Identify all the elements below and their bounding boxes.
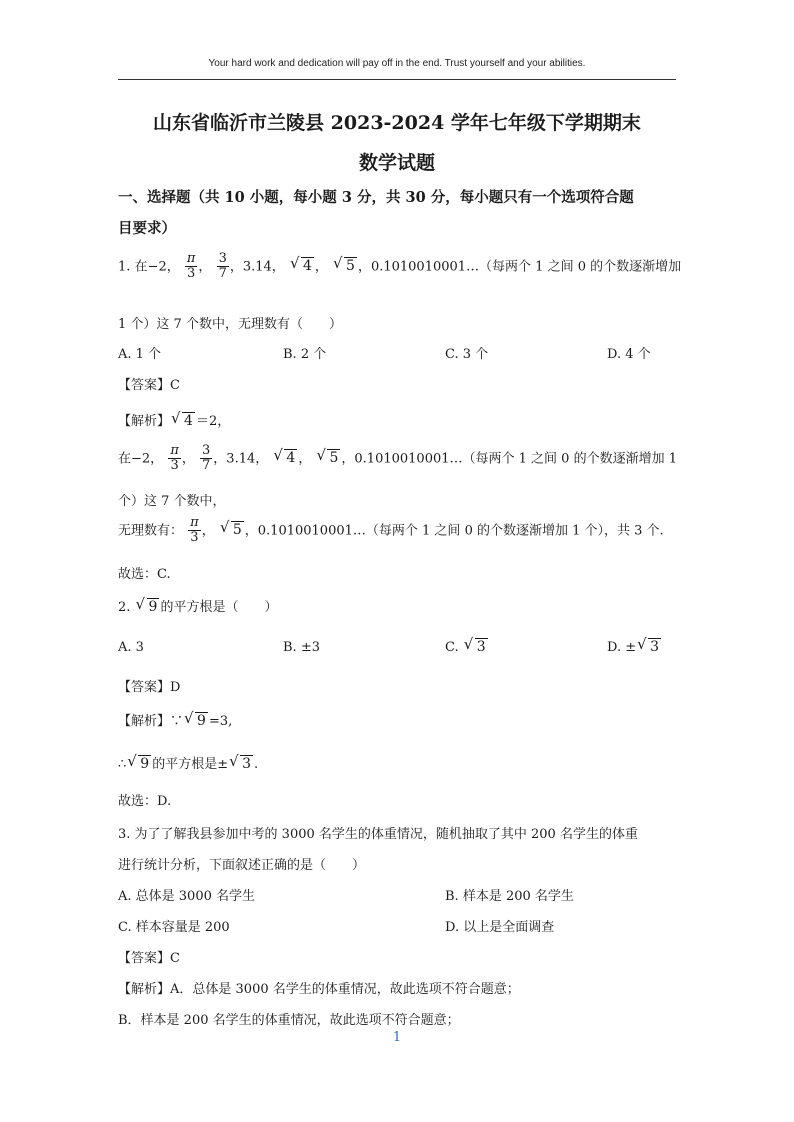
section-heading-line2: 目要求）: [118, 220, 176, 237]
sqrt-4: √ 4: [289, 254, 312, 275]
three-sevenths-fraction: $\frac{3}{7}$: [202, 443, 211, 474]
q3-analysis-a: 【解析】A．总体是 3000 名学生的体重情况，故此选项不符合题意；: [118, 982, 520, 997]
q2-option-d: D. ± √ 3: [607, 635, 660, 655]
q3-analysis-b: B．样本是 200 名学生的体重情况，故此选项不符合题意；: [118, 1013, 460, 1028]
sqrt-5: √ 5: [316, 446, 339, 467]
q1-option-b: B. 2 个: [283, 347, 327, 362]
q3-option-d: D. 以上是全面调查: [445, 920, 555, 935]
q1-analysis-line4: 无理数有： $\frac{\pi}{3}$ ， √ 5 ，0.1010010001…（每两个 1 之间 0 的个数逐渐增加 1 个），共 3 个.: [118, 515, 664, 546]
q2-stem: 2. √ 9 的平方根是（ ）: [118, 595, 278, 615]
sqrt-3: √ 3: [637, 635, 660, 655]
sqrt-4: √ 4: [273, 446, 296, 467]
q1-prefix: 1. 在: [118, 259, 148, 275]
q3-option-b: B. 样本是 200 名学生: [445, 889, 574, 904]
sqrt-5: √ 5: [333, 254, 355, 275]
q1-option-c: C. 3 个: [445, 347, 489, 362]
q1-analysis-line1: 【解析】 √ 4 ＝2，: [118, 409, 231, 429]
sqrt-9: √ 9: [127, 752, 150, 772]
q2-option-a: A. 3: [118, 640, 144, 655]
sqrt-3: √ 3: [229, 752, 252, 772]
q3-answer: 【答案】C: [118, 951, 180, 966]
sqrt-3: √ 3: [463, 635, 486, 655]
q2-answer: 【答案】D: [118, 680, 181, 695]
q3-option-a: A. 总体是 3000 名学生: [118, 889, 256, 904]
sqrt-5: √ 5: [219, 518, 242, 539]
q1-conclusion: 故选：C.: [118, 567, 171, 582]
sqrt-9: √ 9: [135, 595, 158, 615]
q2-conclusion: 故选：D.: [118, 794, 172, 809]
q1-analysis-line2: 在−2， $\frac{\pi}{3}$ ， $\frac{3}{7}$ ，3.14， √ 4 ， √ 5 ，0.1010010001…（每两个 1 之间 0 的个数逐渐增加 1: [118, 443, 677, 474]
q2-analysis-line2: ∴ √ 9 的平方根是± √ 3 .: [118, 752, 259, 772]
pi-over-3-fraction: $\frac{\pi}{3}$: [190, 515, 199, 546]
q3-stem-line2: 进行统计分析，下面叙述正确的是（ ）: [118, 858, 366, 873]
q2-option-b: B. ±3: [283, 640, 320, 655]
q2-analysis-line1: 【解析】∵ √ 9 =3,: [118, 709, 233, 729]
sqrt-9: √ 9: [184, 709, 206, 729]
header-divider: [118, 79, 676, 80]
three-sevenths-fraction: $\frac{3}{7}$: [218, 251, 227, 282]
q1-analysis-line3: 个）这 7 个数中，: [118, 494, 226, 509]
pi-over-3-fraction: $\frac{\pi}{3}$: [186, 251, 196, 282]
q3-option-c: C. 样本容量是 200: [118, 920, 230, 935]
pi-over-3-fraction: $\frac{\pi}{3}$: [170, 443, 179, 474]
exam-title-line1: 山东省临沂市兰陵县 2023-2024 学年七年级下学期期末: [153, 112, 641, 134]
q1-neg2: −2，: [147, 259, 180, 275]
q1-answer: 【答案】C: [118, 378, 180, 393]
q1-option-d: D. 4 个: [607, 347, 651, 362]
header-motto: Your hard work and dedication will pay off in the end. Trust yourself and your abilities.: [208, 58, 586, 69]
q1-stem-line2: 1 个）这 7 个数中，无理数有（ ）: [118, 317, 342, 332]
q3-stem-line1: 3. 为了了解我县参加中考的 3000 名学生的体重情况，随机抽取了其中 200 名学生的体重: [118, 827, 638, 842]
q1-option-a: A. 1 个: [118, 347, 162, 362]
q1-stem-line1: 1. 在−2， $\frac{\pi}{3}$ ， $\frac{3}{7}$ ，3.14， √ 4 ， √ 5 ，0.1010010001…（每两个 1 之间 0 的个数逐渐增加: [118, 251, 682, 282]
section-heading-line1: 一、选择题（共 10 小题，每小题 3 分，共 30 分，每小题只有一个选项符合题: [118, 189, 634, 206]
page-number: 1: [392, 1030, 402, 1045]
q2-option-c: C. √ 3: [445, 635, 486, 655]
sqrt-4: √ 4: [171, 409, 193, 429]
exam-title-line2: 数学试题: [358, 152, 435, 174]
